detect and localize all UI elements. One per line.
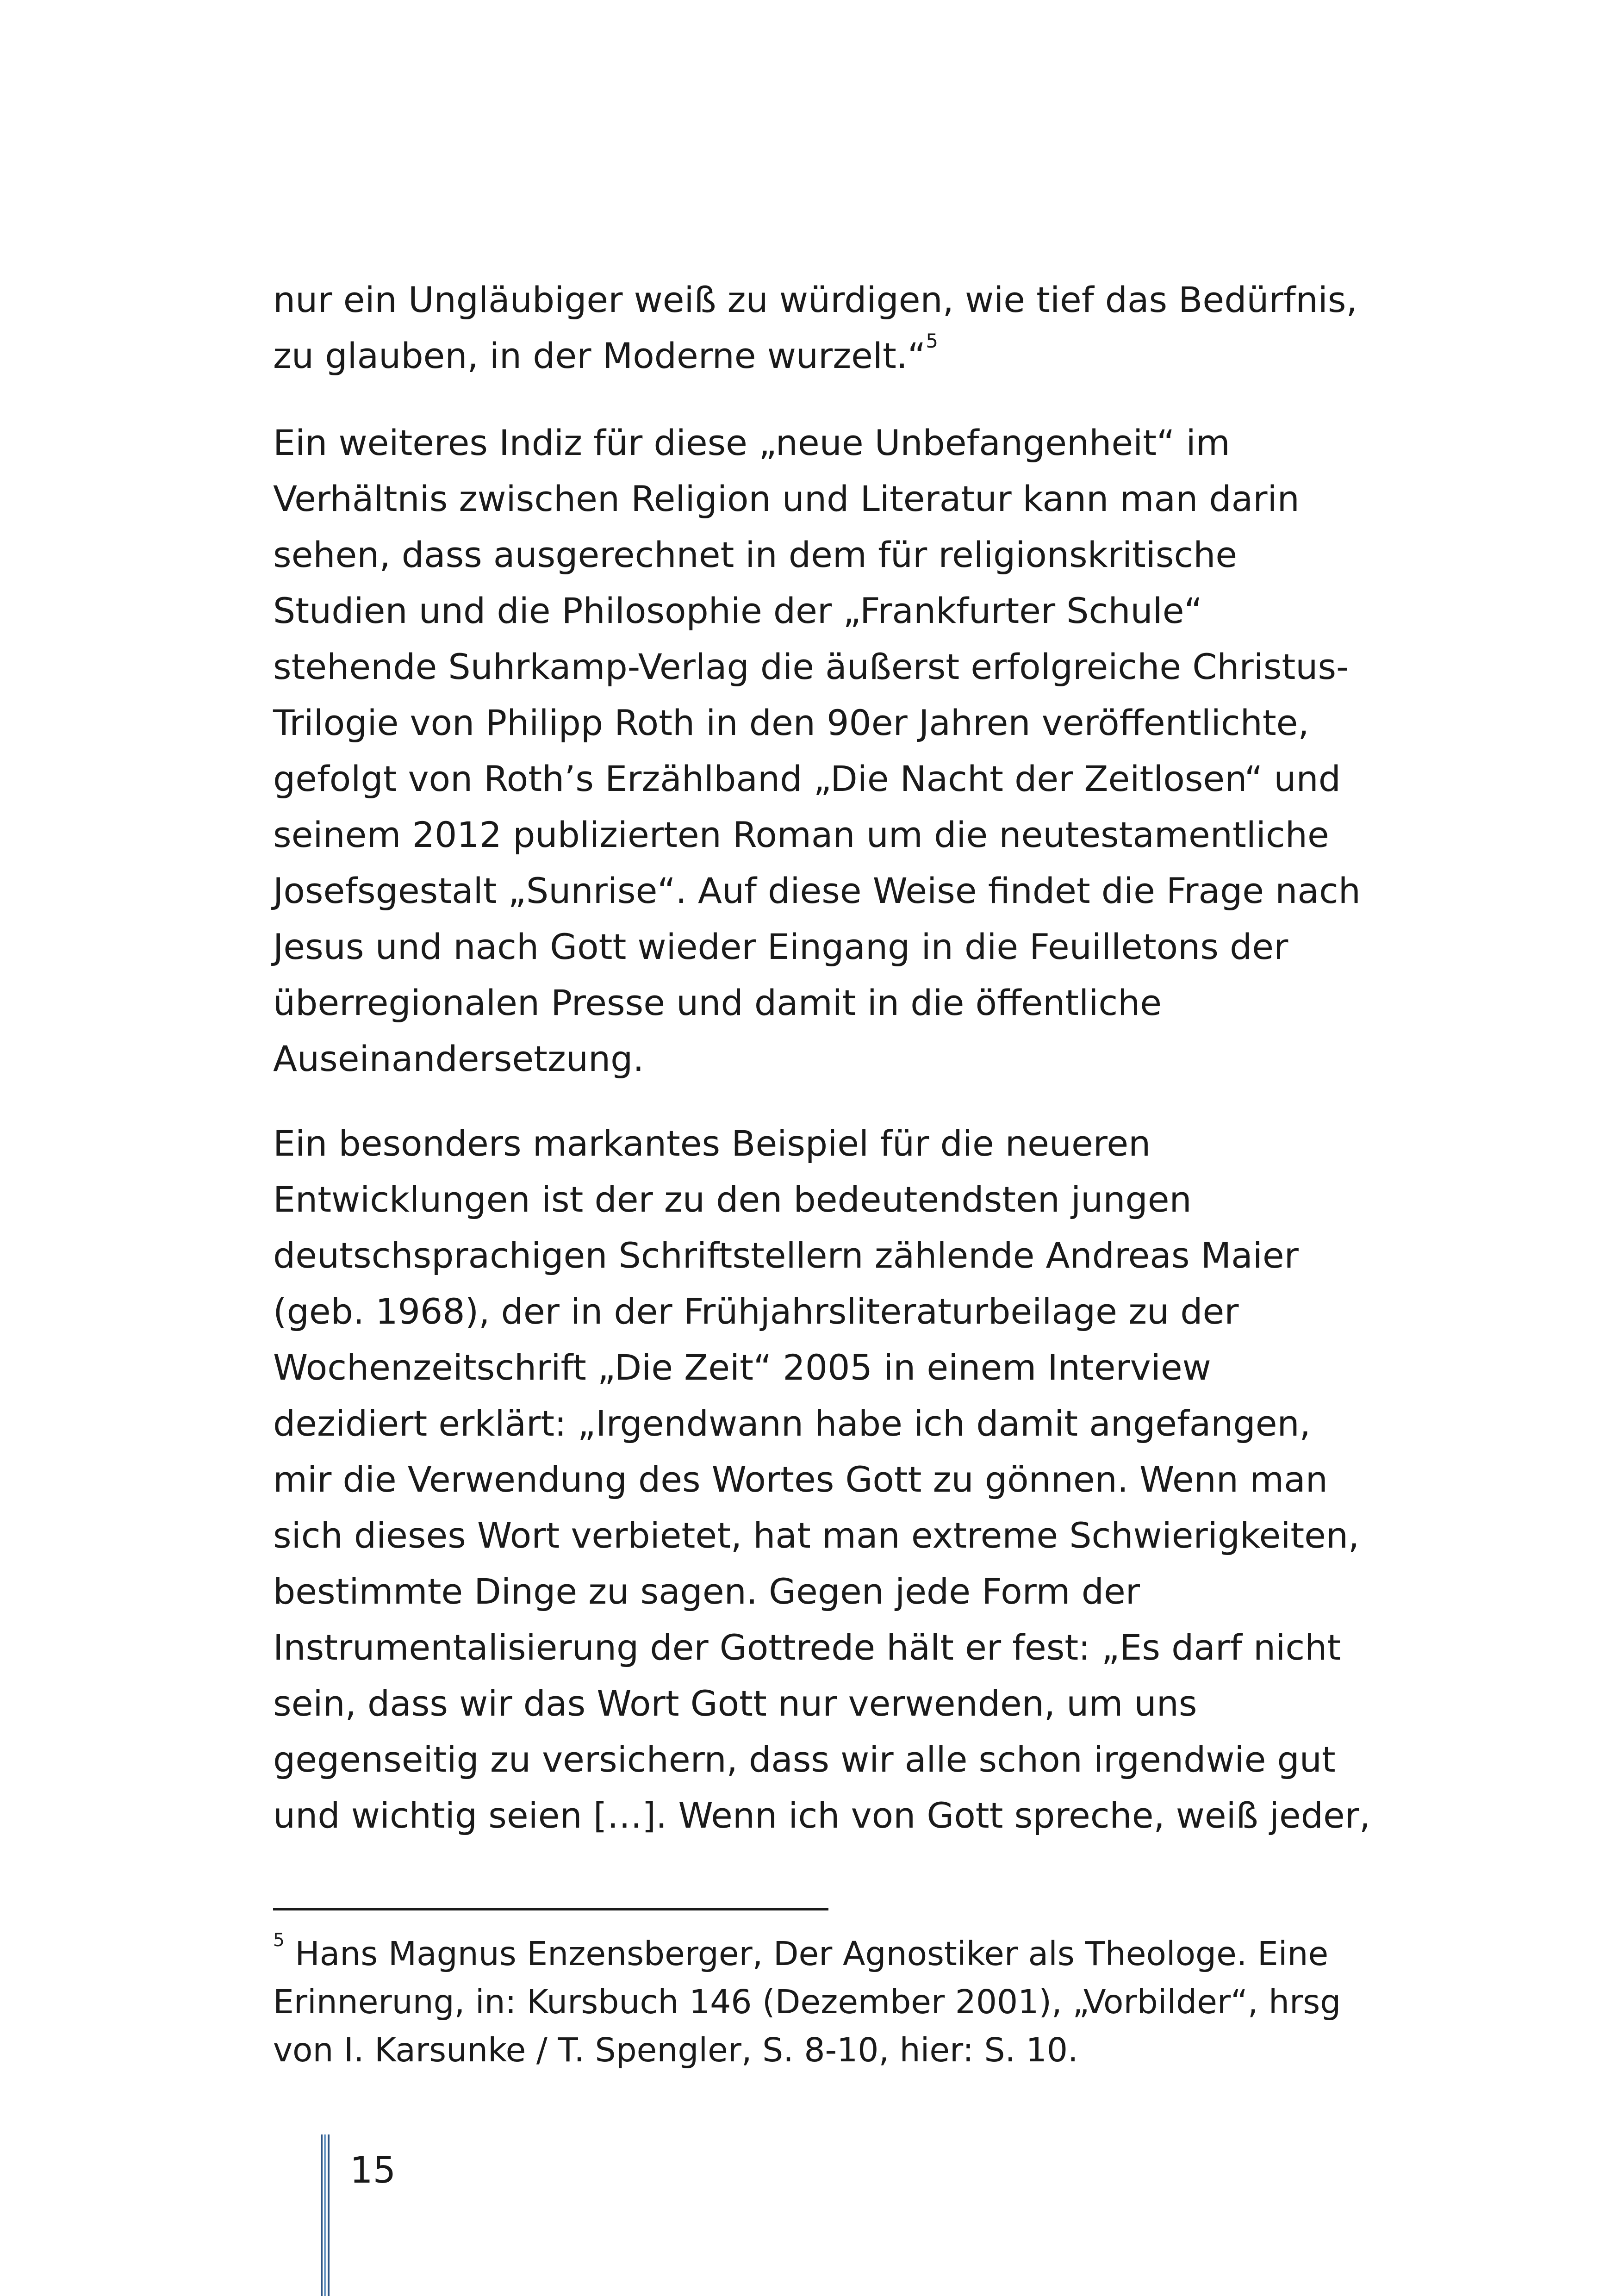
text-line: Wochenzeitschrift „Die Zeit“ 2005 in einem Interview	[273, 1347, 1211, 1388]
page-marker-bars	[321, 2134, 331, 2296]
text-line: Josefsgestalt „Sunrise“. Auf diese Weise findet die Frage nach	[273, 870, 1361, 911]
text-line: Trilogie von Philipp Roth in den 90er Jahren veröffentlichte,	[273, 702, 1309, 743]
text-fragment: Hans Magnus Enzensberger, Der Agnostiker als Theologe. Eine	[284, 1935, 1329, 1973]
text-line: Ein besonders markantes Beispiel für die neueren	[273, 1123, 1151, 1164]
footnote	[273, 1930, 1407, 2074]
text-line: seinem 2012 publizierten Roman um die neutestamentliche	[273, 814, 1329, 855]
footnote-line: Erinnerung, in: Kursbuch 146 (Dezember 2001), „Vorbilder“, hrsg	[273, 1983, 1341, 2021]
text-line: dezidiert erklärt: „Irgendwann habe ich damit angefangen,	[273, 1403, 1311, 1444]
text-line: und wichtig seien […]. Wenn ich von Gott spreche, weiß jeder,	[273, 1795, 1371, 1836]
text-line: (geb. 1968), der in der Frühjahrsliteraturbeilage zu der	[273, 1291, 1239, 1332]
text-line: Ein weiteres Indiz für diese „neue Unbefangenheit“ im	[273, 422, 1230, 463]
marker-bar	[324, 2134, 326, 2296]
footnote-separator	[273, 1908, 828, 1910]
text-fragment: zu glauben, in der Moderne wurzelt.“	[273, 335, 926, 376]
text-line: Studien und die Philosophie der „Frankfurter Schule“	[273, 590, 1202, 631]
text-line: bestimmte Dinge zu sagen. Gegen jede Form der	[273, 1571, 1140, 1612]
text-line: sehen, dass ausgerechnet in dem für religionskritische	[273, 534, 1238, 575]
text-line: deutschsprachigen Schriftstellern zählende Andreas Maier	[273, 1235, 1299, 1276]
text-line: Entwicklungen ist der zu den bedeutendsten jungen	[273, 1179, 1192, 1220]
text-line: Auseinandersetzung.	[273, 1038, 644, 1079]
text-line: mir die Verwendung des Wortes Gott zu gönnen. Wenn man	[273, 1459, 1328, 1500]
footnote-line	[273, 1930, 1407, 1978]
footnote-line: von I. Karsunke / T. Spengler, S. 8-10, hier: S. 10.	[273, 2031, 1078, 2069]
text-line: überregionalen Presse und damit in die öffentliche	[273, 982, 1162, 1023]
text-line	[273, 328, 1384, 384]
paragraph-2	[273, 415, 1384, 1087]
text-line: stehende Suhrkamp-Verlag die äußerst erfolgreiche Christus-	[273, 646, 1349, 687]
paragraph-continuation	[273, 272, 1384, 384]
text-line: sich dieses Wort verbietet, hat man extreme Schwierigkeiten,	[273, 1515, 1360, 1556]
text-line: Verhältnis zwischen Religion und Literatur kann man darin	[273, 478, 1300, 519]
page-number: 15	[350, 2150, 396, 2191]
text-line: Jesus und nach Gott wieder Eingang in die Feuilletons der	[273, 926, 1288, 967]
text-line: gefolgt von Roth’s Erzählband „Die Nacht der Zeitlosen“ und	[273, 758, 1341, 799]
text-line: nur ein Ungläubiger weiß zu würdigen, wie tief das Bedürfnis,	[273, 279, 1357, 320]
text-line: gegenseitig zu versichern, dass wir alle schon irgendwie gut	[273, 1739, 1336, 1780]
footnote-number: 5	[273, 1930, 285, 1951]
marker-bar	[321, 2134, 323, 2296]
text-line: sein, dass wir das Wort Gott nur verwenden, um uns	[273, 1683, 1197, 1724]
marker-bar	[328, 2134, 330, 2296]
text-line: Instrumentalisierung der Gottrede hält er fest: „Es darf nicht	[273, 1627, 1341, 1668]
paragraph-3	[273, 1115, 1384, 1843]
footnote-reference[interactable]: 5	[926, 330, 938, 353]
